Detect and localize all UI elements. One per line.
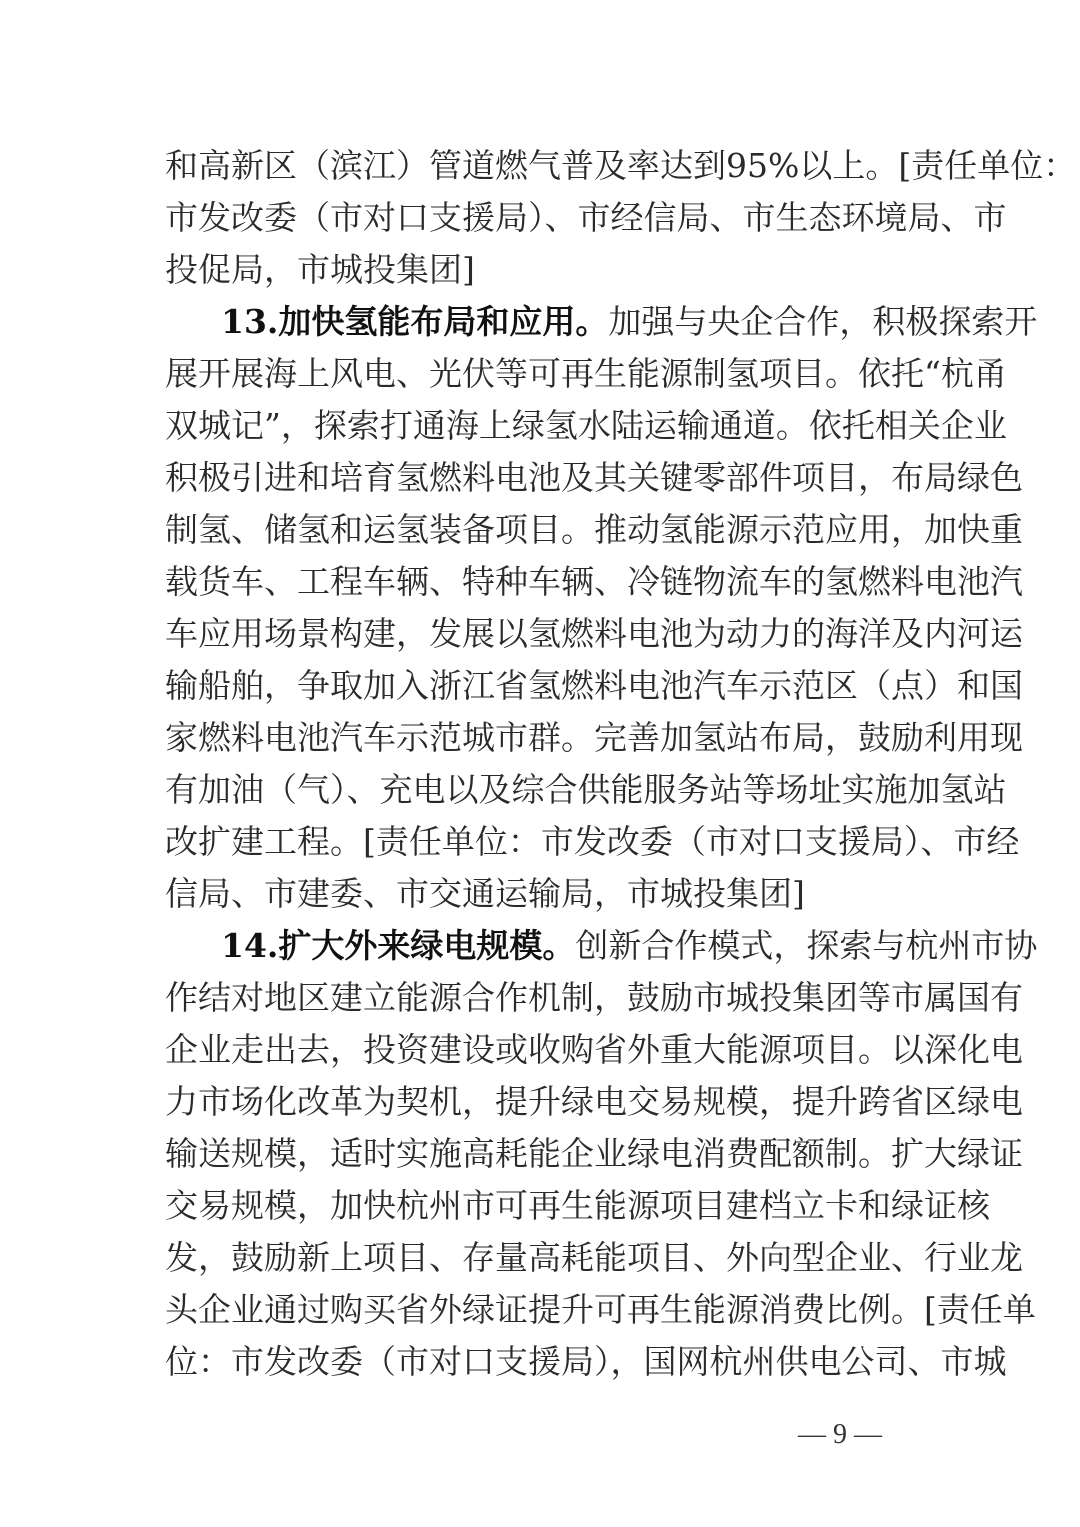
text-line: 力市场化改革为契机，提升绿电交易规模，提升跨省区绿电 bbox=[165, 1082, 1023, 1121]
item-13-heading: 13.加快氢能布局和应用。 bbox=[221, 302, 609, 341]
text-line: 有加油（气）、充电以及综合供能服务站等场址实施加氢站 bbox=[165, 770, 1007, 809]
text-line: 头企业通过购买省外绿证提升可再生能源消费比例。[责任单 bbox=[165, 1290, 1036, 1329]
text-line: 家燃料电池汽车示范城市群。完善加氢站布局，鼓励利用现 bbox=[165, 718, 1023, 757]
text-line: 输船舶，争取加入浙江省氢燃料电池汽车示范区（点）和国 bbox=[165, 666, 1023, 705]
text-segment: 加强与央企合作，积极探索开 bbox=[608, 302, 1038, 341]
item-14-heading: 14.扩大外来绿电规模。 bbox=[221, 926, 576, 965]
text-segment: 创新合作模式，探索与杭州市协 bbox=[575, 926, 1038, 965]
text-line: 位：市发改委（市对口支援局），国网杭州供电公司、市城 bbox=[165, 1342, 1007, 1381]
paragraph-item-13 bbox=[165, 296, 1038, 920]
text-line: 积极引进和培育氢燃料电池及其关键零部件项目，布局绿色 bbox=[165, 458, 1023, 497]
text-line: 作结对地区建立能源合作机制，鼓励市城投集团等市属国有 bbox=[165, 978, 1023, 1017]
text-line: 信局、市建委、市交通运输局，市城投集团] bbox=[165, 874, 805, 913]
text-line-with-heading bbox=[165, 920, 1038, 972]
text-line: 输送规模，适时实施高耗能企业绿电消费配额制。扩大绿证 bbox=[165, 1134, 1023, 1173]
page-number: — 9 — bbox=[798, 1419, 882, 1450]
text-line: 车应用场景构建，发展以氢燃料电池为动力的海洋及内河运 bbox=[165, 614, 1023, 653]
text-line: 和高新区（滨江）管道燃气普及率达到95%以上。[责任单位： bbox=[165, 146, 1077, 185]
paragraph-continuation bbox=[165, 140, 1077, 296]
text-line: 载货车、工程车辆、特种车辆、冷链物流车的氢燃料电池汽 bbox=[165, 562, 1023, 601]
document-page bbox=[165, 140, 1077, 1388]
text-line: 制氢、储氢和运氢装备项目。推动氢能源示范应用，加快重 bbox=[165, 510, 1023, 549]
paragraph-item-14 bbox=[165, 920, 1038, 1388]
text-line-with-heading bbox=[165, 296, 1038, 348]
text-line: 双城记”，探索打通海上绿氢水陆运输通道。依托相关企业 bbox=[165, 406, 1007, 445]
text-line: 企业走出去，投资建设或收购省外重大能源项目。以深化电 bbox=[165, 1030, 1023, 1069]
text-line: 投促局，市城投集团] bbox=[165, 250, 475, 289]
text-line: 市发改委（市对口支援局）、市经信局、市生态环境局、市 bbox=[165, 198, 1007, 237]
text-line: 改扩建工程。[责任单位：市发改委（市对口支援局）、市经 bbox=[165, 822, 1020, 861]
text-line: 交易规模，加快杭州市可再生能源项目建档立卡和绿证核 bbox=[165, 1186, 990, 1225]
text-line: 展开展海上风电、光伏等可再生能源制氢项目。依托“杭甬 bbox=[165, 354, 1007, 393]
text-line: 发，鼓励新上项目、存量高耗能项目、外向型企业、行业龙 bbox=[165, 1238, 1023, 1277]
